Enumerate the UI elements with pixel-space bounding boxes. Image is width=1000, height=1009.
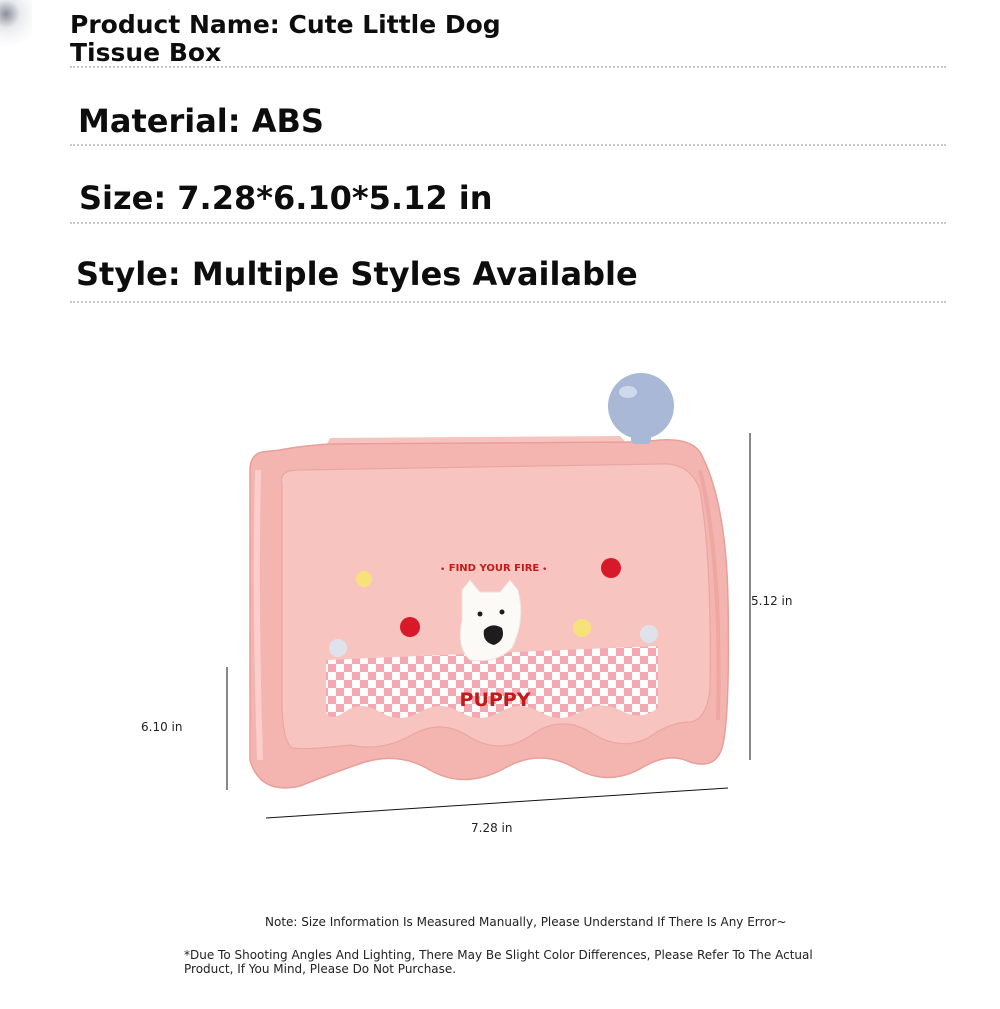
product-name-text: Product Name: Cute Little Dog Tissue Box bbox=[70, 10, 501, 67]
slogan-dot: • bbox=[440, 565, 446, 575]
color-disclaimer: *Due To Shooting Angles And Lighting, There May Be Slight Color Differences, Please Refer To The Actual Product, If You Mind, Please Do Not Purchase. bbox=[184, 948, 813, 977]
grey-dot bbox=[329, 639, 347, 657]
highlight bbox=[257, 470, 260, 760]
ball-knob bbox=[608, 373, 674, 439]
slogan-text: FIND YOUR FIRE bbox=[448, 563, 540, 574]
yellow-dot bbox=[573, 619, 591, 637]
red-dot bbox=[601, 558, 621, 578]
slogan-dot: • bbox=[542, 565, 548, 575]
material-text: Material: ABS bbox=[78, 102, 324, 140]
yellow-dot bbox=[356, 571, 372, 587]
measurement-note: Note: Size Information Is Measured Manually, Please Understand If There Is Any Error~ bbox=[265, 915, 787, 929]
ball-highlight bbox=[619, 386, 637, 398]
width-dimension-line bbox=[266, 788, 728, 818]
dog-face bbox=[460, 580, 521, 661]
dog-eye bbox=[478, 612, 483, 617]
puppy-label: PUPPY bbox=[459, 689, 531, 711]
width-dimension-label: 7.28 in bbox=[471, 821, 513, 835]
style-text: Style: Multiple Styles Available bbox=[76, 255, 638, 293]
height-dimension-label: 5.12 in bbox=[751, 594, 793, 608]
dog-eye bbox=[500, 610, 505, 615]
grey-dot bbox=[640, 625, 658, 643]
depth-dimension-label: 6.10 in bbox=[141, 720, 183, 734]
red-dot bbox=[400, 617, 420, 637]
size-text: Size: 7.28*6.10*5.12 in bbox=[79, 179, 493, 217]
